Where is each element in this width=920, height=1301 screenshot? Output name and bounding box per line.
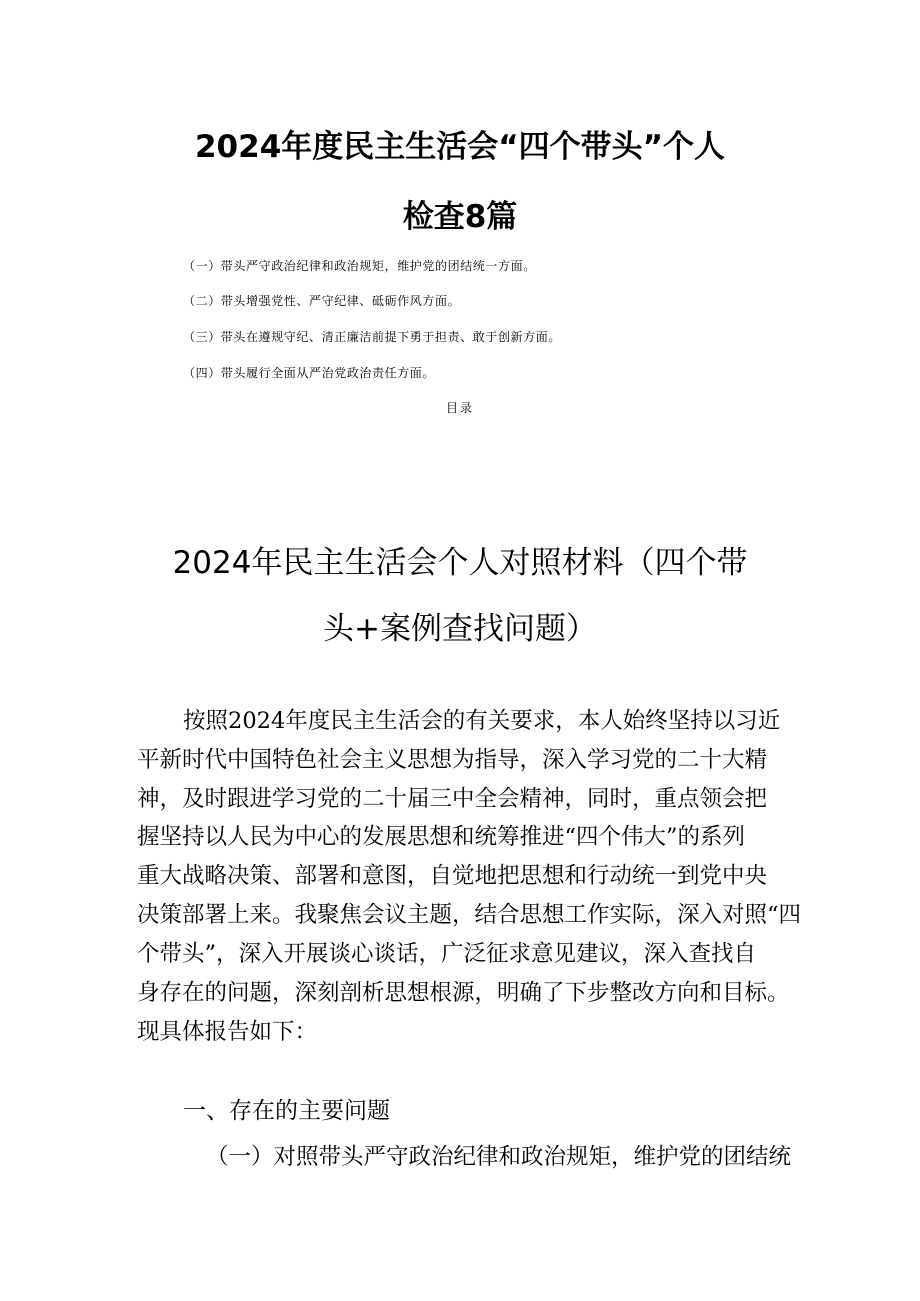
body-paragraph-line: 身存在的问题，深刻剖析思想根源，明确了下步整改方向和目标。 — [137, 980, 790, 1006]
body-paragraph-line: 按照2024年度民主生活会的有关要求，本人始终坚持以习近 — [183, 708, 781, 734]
heading-problems: 一、存在的主要问题 — [183, 1098, 390, 1124]
body-paragraph-line: 神，及时跟进学习党的二十届三中全会精神，同时，重点领会把 — [137, 786, 768, 812]
toc-item-4: （四）带头履行全面从严治党政治责任方面。 — [183, 366, 436, 380]
body-paragraph-line: 重大战略决策、部署和意图，自觉地把思想和行动统一到党中央 — [137, 863, 768, 889]
toc-label: 目录 — [445, 401, 474, 415]
body-paragraph-line: 现具体报告如下： — [137, 1019, 318, 1045]
section-title-line-2: 头+案例查找问题） — [323, 611, 597, 647]
toc-item-1: （一）带头严守政治纪律和政治规矩，维护党的团结统一方面。 — [183, 259, 536, 273]
body-paragraph-line: 决策部署上来。我聚焦会议主题，结合思想工作实际，深入对照“四 — [137, 902, 802, 928]
toc-item-3: （三）带头在遵规守纪、清正廉洁前提下勇于担责、敢于创新方面。 — [183, 330, 562, 344]
main-title-line-2: 检查8篇 — [402, 199, 518, 235]
toc-item-2: （二）带头增强党性、严守纪律、砥砺作风方面。 — [183, 294, 461, 308]
section-title-line-1: 2024年民主生活会个人对照材料（四个带 — [172, 545, 748, 581]
subheading-1: （一）对照带头严守政治纪律和政治规矩，维护党的团结统 — [206, 1144, 792, 1170]
body-paragraph-line: 平新时代中国特色社会主义思想为指导，深入学习党的二十大精 — [137, 747, 768, 773]
body-paragraph-line: 握坚持以人民为中心的发展思想和统筹推进“四个伟大”的系列 — [137, 824, 746, 850]
body-paragraph-line: 个带头”，深入开展谈心谈话，广泛征求意见建议，深入查找自 — [137, 941, 757, 967]
main-title-line-1: 2024年度民主生活会“四个带头”个人 — [194, 129, 726, 165]
